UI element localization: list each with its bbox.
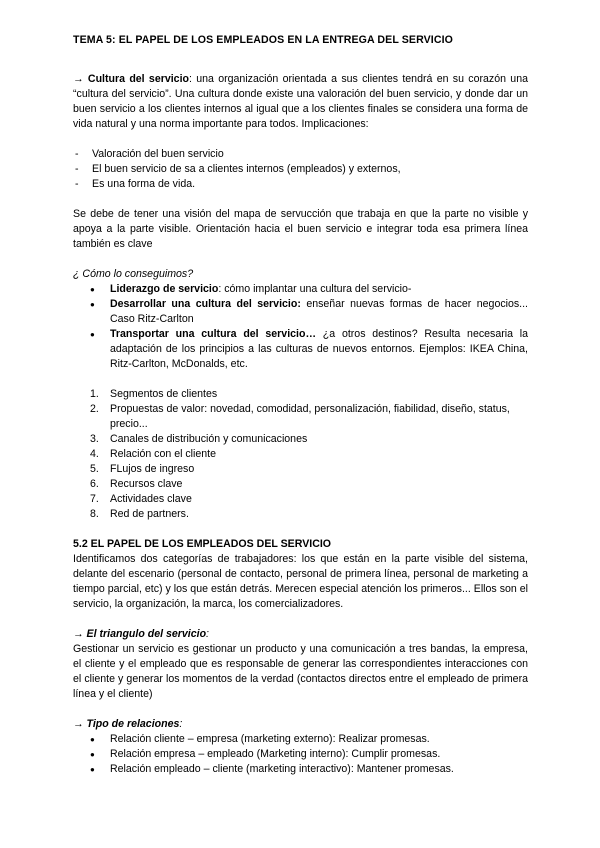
list-item: [73, 402, 528, 432]
item-text: Actividades clave: [110, 493, 192, 505]
heading-colon: :: [206, 628, 209, 640]
list-item: - El buen servicio de sa a clientes internos (empleados) y externos,: [73, 162, 528, 177]
relations-heading: [73, 717, 528, 732]
section-paragraph: Identificamos dos categorías de trabajadores: los que están en la parte visible del sistema, delante del escenario (personal de contacto, personal de primera línea, personal de marketing a tiempo parcial, etc) y los que están detrás. Merecen especial atención los primeros... Ellos son el servicio, la organización, la marca, los comercializadores.: [73, 553, 528, 610]
item-number: 8.: [90, 508, 99, 520]
item-text: Red de partners.: [110, 508, 189, 520]
triangle-heading: [73, 627, 528, 642]
intro-term: Cultura del servicio: [87, 73, 189, 85]
list-item: [73, 297, 528, 327]
canvas-list: [73, 387, 528, 522]
relations-list: [73, 732, 528, 777]
list-item: ● Relación empleado – cliente (marketing interactivo): Mantener promesas.: [73, 762, 528, 777]
triangle-paragraph: Gestionar un servicio es gestionar un producto y una comunicación a tres bandas, la empresa, el cliente y el empleado que es responsable de generar las correspondientes interacciones con el cliente y generar los momentos de la verdad (contactos directos entre el empleado de primera línea y el cliente): [73, 643, 528, 700]
list-item: ● Relación cliente – empresa (marketing externo): Realizar promesas.: [73, 732, 528, 747]
relations-heading-text: → Tipo de relaciones: [73, 718, 180, 730]
document-page: [73, 33, 528, 777]
item-number: 5.: [90, 463, 99, 475]
list-item: [73, 282, 528, 297]
item-number: 3.: [90, 433, 99, 445]
list-item: [73, 462, 528, 477]
intro-text: : una organización orientada a sus clientes tendrá en su corazón una “cultura del servicio”. Una cultura donde existe una valoración del buen servicio, y donde dar un buen servicio a los clientes internos al igual que a los clientes finales se considera una forma de vida natural y una norma importante para todos. Implicaciones:: [73, 73, 528, 130]
item-term: Liderazgo de servicio: [110, 283, 219, 295]
how-list: [73, 282, 528, 372]
arrow-glyph: →: [73, 73, 88, 85]
section-heading: 5.2 EL PAPEL DE LOS EMPLEADOS DEL SERVICIO: [73, 538, 332, 550]
item-text: Propuestas de valor: novedad, comodidad, personalización, fiabilidad, diseño, status, precio...: [110, 403, 510, 430]
item-text: ¿a otros destinos? Resulta necesaria la adaptación de los principios a las culturas de nuevos entornos. Ejemplos: IKEA China, Ritz-Carlton, McDonalds, etc.: [110, 328, 529, 370]
item-text: : cómo implantar una cultura del servicio-: [218, 283, 412, 295]
how-question: ¿ Cómo lo conseguimos?: [73, 268, 194, 280]
item-text: Canales de distribución y comunicaciones: [110, 433, 308, 445]
implications-list: [73, 147, 528, 192]
item-number: 4.: [90, 448, 99, 460]
triangle-heading-text: → El triangulo del servicio: [73, 628, 207, 640]
item-text: enseñar nuevas formas de hacer negocios... Caso Ritz-Carlton: [110, 298, 528, 325]
list-item: [73, 447, 528, 462]
intro-paragraph: [73, 72, 528, 132]
heading-colon: :: [179, 718, 183, 730]
list-item: ● Relación empresa – empleado (Marketing interno): Cumplir promesas.: [73, 747, 528, 762]
list-item: - Es una forma de vida.: [73, 177, 528, 192]
vision-paragraph: Se debe de tener una visión del mapa de servucción que trabaja en que la parte no visible y apoya a la parte visible. Orientación hacia el buen servicio e integrar toda esa primera línea también es clave: [73, 208, 528, 250]
list-item: - Valoración del buen servicio: [73, 147, 528, 162]
item-term: Desarrollar una cultura del servicio:: [110, 298, 301, 310]
list-item: [73, 387, 528, 402]
item-text: Relación con el cliente: [110, 448, 216, 460]
item-text: Segmentos de clientes: [110, 388, 218, 400]
list-item: [73, 327, 528, 372]
item-number: 7.: [90, 493, 99, 505]
list-item: [73, 507, 528, 522]
item-number: 2.: [90, 403, 99, 415]
item-text: Recursos clave: [110, 478, 183, 490]
item-number: 6.: [90, 478, 99, 490]
list-item: [73, 432, 528, 447]
item-number: 1.: [90, 388, 99, 400]
list-item: [73, 477, 528, 492]
list-item: [73, 492, 528, 507]
page-title: TEMA 5: EL PAPEL DE LOS EMPLEADOS EN LA ENTREGA DEL SERVICIO: [73, 34, 453, 46]
item-term: Transportar una cultura del servicio…: [110, 328, 317, 340]
item-text: FLujos de ingreso: [110, 463, 195, 475]
